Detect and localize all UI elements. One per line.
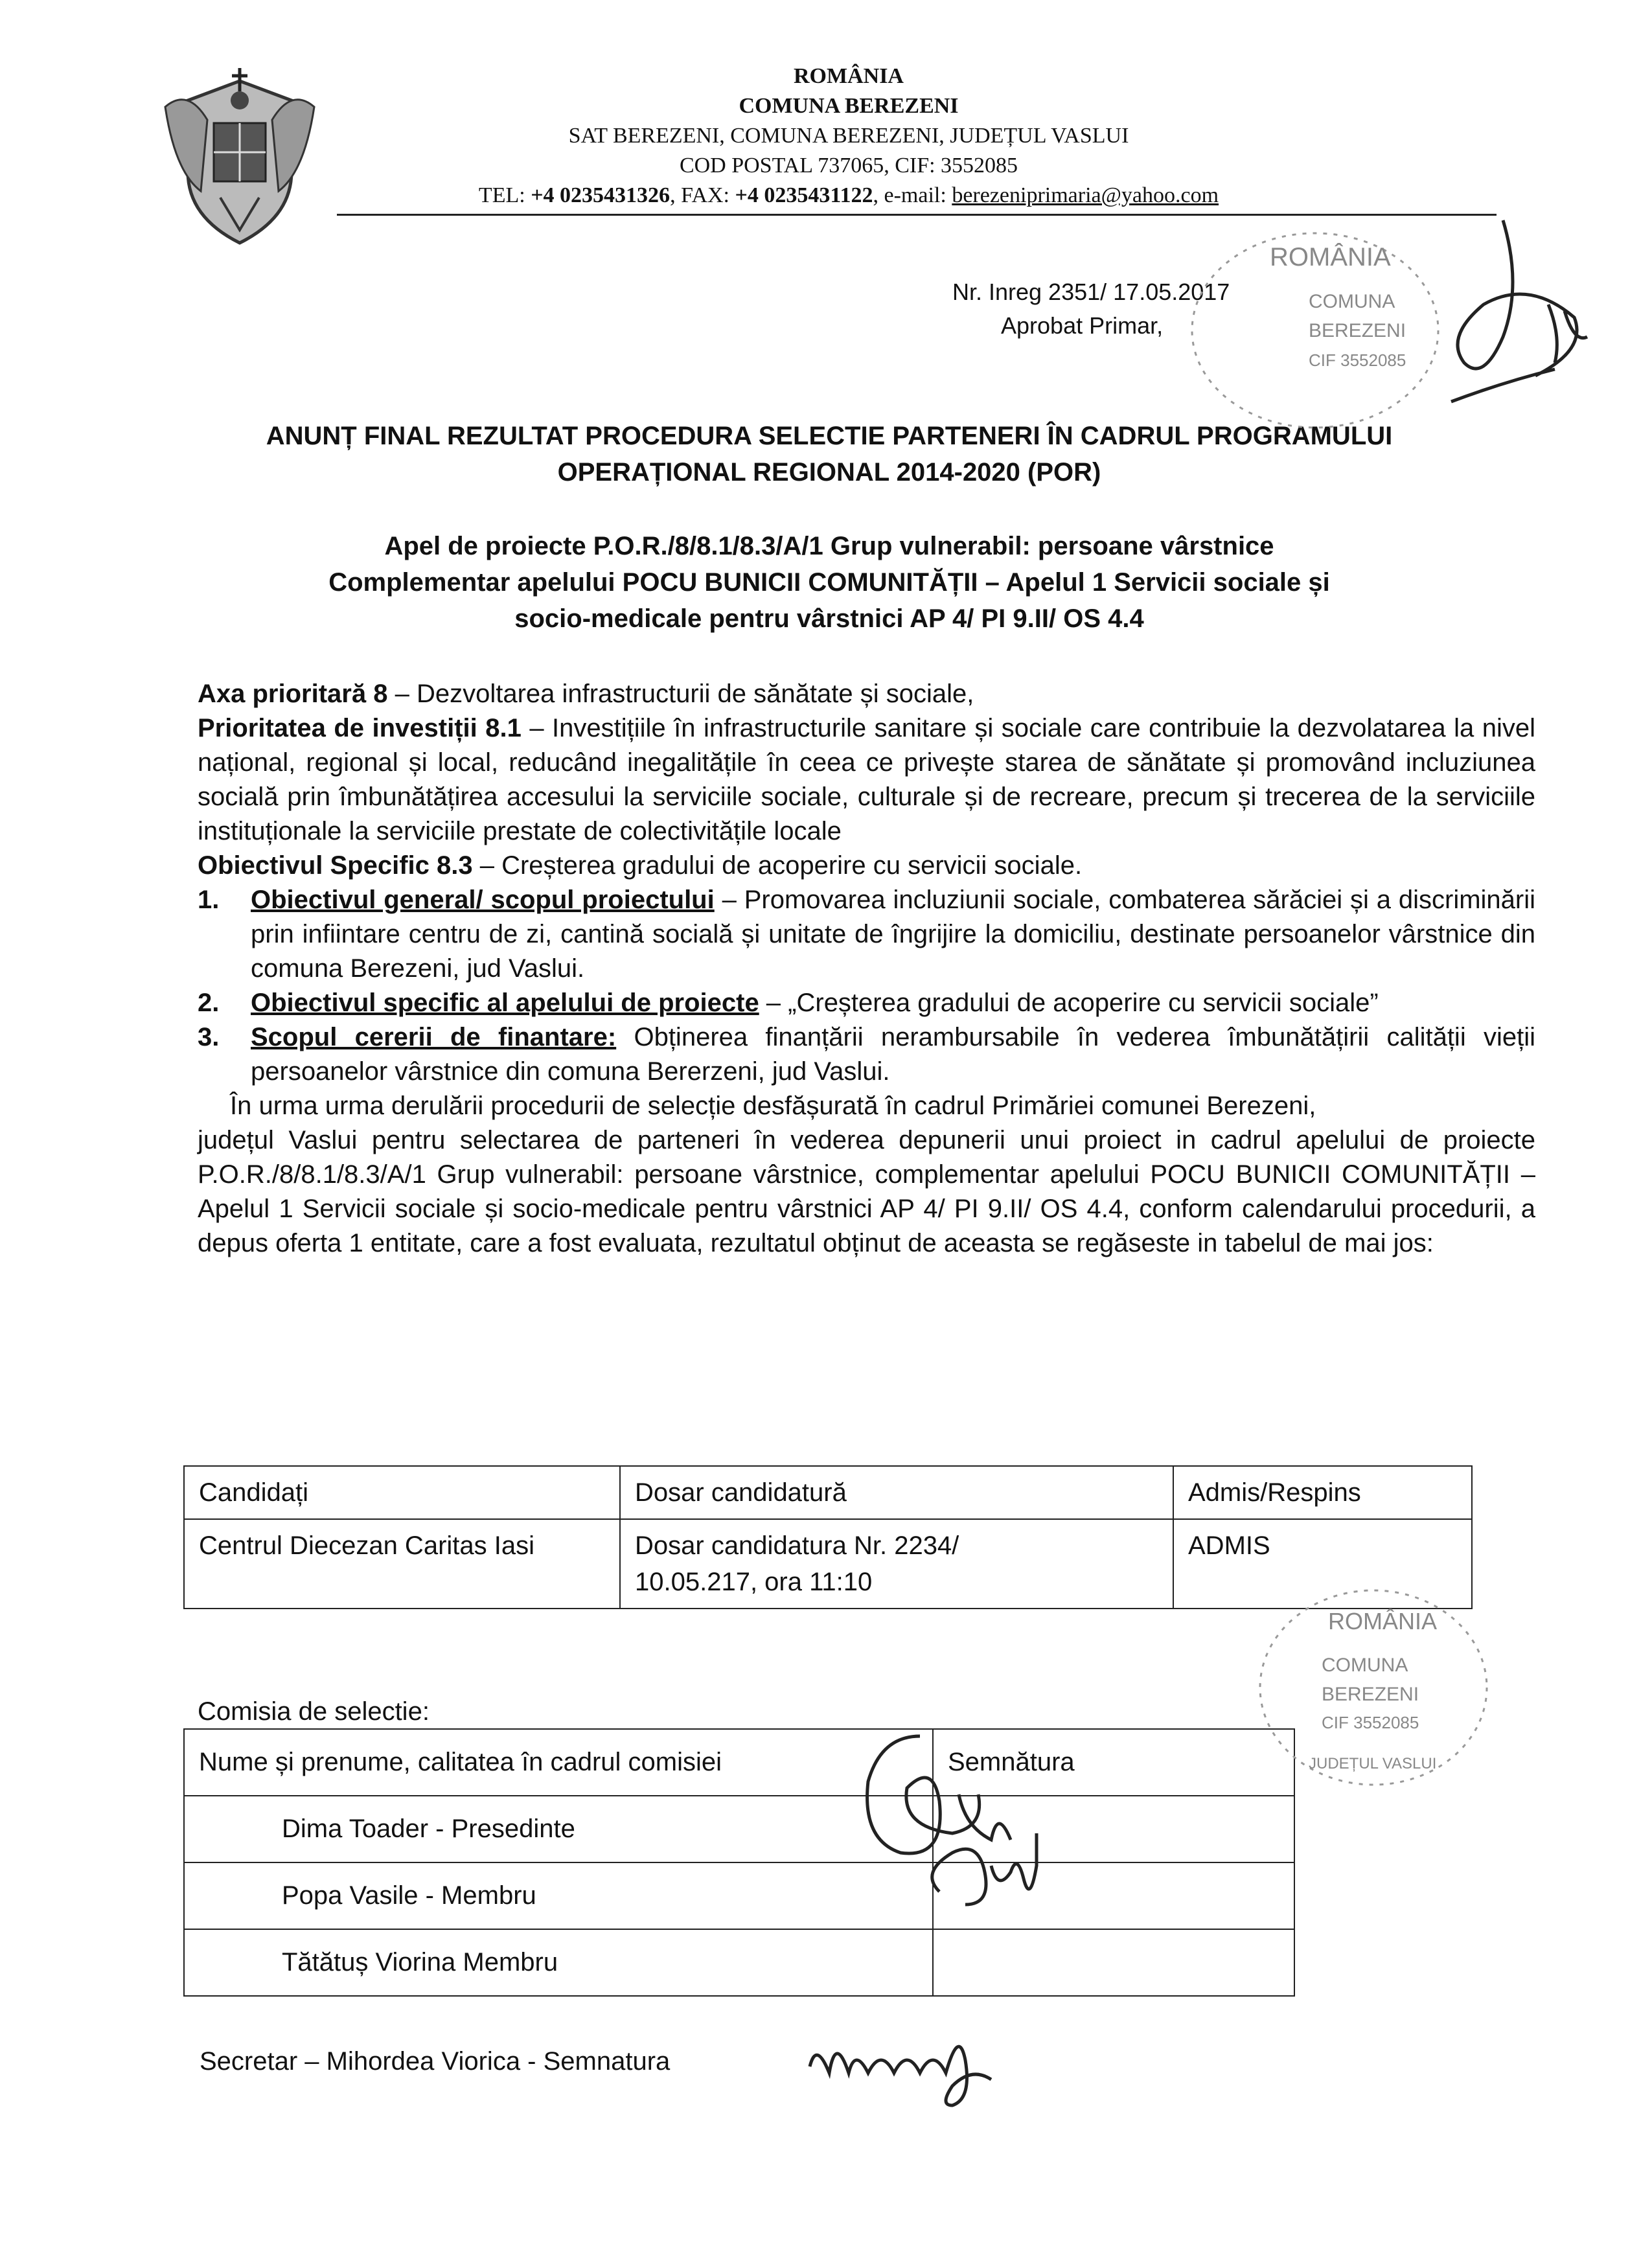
stamp-line-3: CIF 3552085	[1309, 350, 1406, 370]
stamp-top-text: ROMÂNIA	[1328, 1608, 1438, 1634]
subtitle-line-2: Complementar apelului POCU BUNICII COMUNITĂȚII – Apelul 1 Servicii sociale și	[328, 568, 1330, 597]
title-line-1: ANUNȚ FINAL REZULTAT PROCEDURA SELECTIE PARTENERI ÎN CADRUL PROGRAMULUI	[266, 422, 1393, 450]
header-name: Nume și prenume, calitatea în cadrul comisiei	[184, 1729, 933, 1796]
header-status: Admis/Respins	[1173, 1466, 1472, 1519]
table-row	[184, 1796, 1294, 1862]
email-label: , e-mail:	[873, 183, 952, 207]
signature-cell	[933, 1929, 1294, 1996]
list-item-text: Obținerea finanțării nerambursabile în vederea îmbunătățirii calității vieții persoanelor vârstnice din comuna Bererzeni, jud Vaslui.	[251, 1023, 1536, 1086]
mayor-signature	[1425, 207, 1620, 415]
procedure-paragraph-2: județul Vaslui pentru selectarea de parteneri în vederea depunerii unui proiect in cadrul apelului de proiecte P.O.R./8/8.1/8.3/A/1 Grup vulnerabil: persoane vârstnice, complementar apelului POCU BUNICII COMUNITĂȚII – Apelul 1 Servicii sociale și socio-medicale pentru vârstnici AP 4/ PI 9.II/ OS 4.4, conform calendarului procedurii, a depus oferta 1 entitate, care a fost evaluata, rezultatul obținut de aceasta se regăseste in tabelul de mai jos:	[198, 1126, 1535, 1257]
title-line-2: OPERAȚIONAL REGIONAL 2014-2020 (POR)	[557, 458, 1101, 487]
list-item	[198, 986, 1535, 1020]
commission-label: Comisia de selectie:	[198, 1697, 430, 1726]
header-divider	[337, 214, 1497, 216]
header-signature: Semnătura	[933, 1729, 1294, 1796]
secretary-line: Secretar – Mihordea Viorica - Semnatura	[200, 2047, 671, 2076]
letterhead	[363, 62, 1335, 211]
header-candidati: Candidați	[184, 1466, 620, 1519]
list-item-text: – Promovarea incluziunii sociale, combaterea sărăciei și a discriminării prin infiintare centru de zi, cantină socială și unitate de îngrijire la domiciliu, destinate persoanelor vârstnice din comuna Berezeni, jud Vaslui.	[251, 886, 1535, 983]
list-item-text: – „Creșterea gradului de acoperire cu servicii sociale”	[759, 989, 1379, 1017]
dosar-line-1: Dosar candidatura Nr. 2234/	[635, 1531, 959, 1560]
stamp-line-1: COMUNA	[1309, 291, 1395, 312]
list-item-heading: Obiectivul specific al apelului de proiecte	[251, 989, 759, 1017]
stamp-top-text: ROMÂNIA	[1270, 243, 1391, 271]
member-name: Popa Vasile - Membru	[184, 1862, 933, 1929]
obj-label: Obiectivul Specific 8.3	[198, 851, 473, 880]
axa-label: Axa prioritară 8	[198, 680, 388, 708]
list-item-number: 3.	[198, 1023, 220, 1051]
subtitle-line-3: socio-medicale pentru vârstnici AP 4/ PI 9.II/ OS 4.4	[514, 604, 1144, 633]
list-item	[198, 883, 1535, 986]
table-header-row	[184, 1466, 1472, 1519]
tel-label: TEL:	[478, 183, 531, 207]
header-dosar: Dosar candidatură	[620, 1466, 1173, 1519]
status-value: ADMIS	[1173, 1519, 1472, 1609]
prio-text: – Investițiile în infrastructurile sanitare și sociale care contribuie la dezvolatarea la nivel național, regional și local, reducând inegalitățile în ceea ce privește starea de sănătate și promovând incluziunea socială prin îmbunătățirea accesului la serviciile sociale, culturale și de recreare, precum și trecerea de la serviciile instituționale la serviciile prestate de colectivitățile locale	[198, 714, 1536, 845]
axa-paragraph	[198, 677, 1535, 711]
header-postal: COD POSTAL 737065, CIF: 3552085	[679, 154, 1018, 178]
member-name: Dima Toader - Presedinte	[184, 1796, 933, 1862]
table-row	[184, 1929, 1294, 1996]
list-item-number: 2.	[198, 989, 220, 1017]
stamp-bottom-text: JUDEȚUL VASLUI	[1309, 1755, 1437, 1772]
procedure-paragraph-1: În urma urma derulării procedurii de selecție desfășurată în cadrul Primăriei comunei Berezeni,	[230, 1092, 1316, 1120]
list-item-number: 1.	[198, 886, 220, 914]
document-body	[198, 677, 1535, 1261]
axa-text: – Dezvoltarea infrastructurii de sănătate și sociale,	[387, 680, 974, 708]
table-header-row	[184, 1729, 1294, 1796]
commission-signatures	[842, 1710, 1075, 1924]
obj-paragraph	[198, 849, 1535, 883]
header-address: SAT BEREZENI, COMUNA BEREZENI, JUDEȚUL VASLUI	[568, 124, 1129, 148]
stamp-line-2: BEREZENI	[1322, 1684, 1419, 1705]
fax-value: +4 0235431122	[735, 183, 873, 207]
stamp-line-1: COMUNA	[1322, 1655, 1408, 1676]
secretary-signature	[797, 2008, 1004, 2112]
fax-label: , FAX:	[670, 183, 735, 207]
member-name: Tătătuș Viorina Membru	[184, 1929, 933, 1996]
candidate-name: Centrul Diecezan Caritas Iasi	[184, 1519, 620, 1609]
stamp-line-2: BEREZENI	[1309, 320, 1406, 341]
subtitle-line-1: Apel de proiecte P.O.R./8/8.1/8.3/A/1 Grup vulnerabil: persoane vârstnice	[384, 532, 1274, 560]
document-subtitle	[162, 528, 1497, 637]
header-commune: COMUNA BEREZENI	[739, 94, 959, 118]
approved-by-mayor: Aprobat Primar,	[1001, 312, 1164, 339]
dosar-line-2: 10.05.217, ora 11:10	[635, 1568, 873, 1596]
obj-text: – Creșterea gradului de acoperire cu servicii sociale.	[472, 851, 1083, 880]
list-item-heading: Obiectivul general/ scopul proiectului	[251, 886, 715, 914]
coat-of-arms-logo	[162, 62, 317, 249]
list-item	[198, 1020, 1535, 1089]
official-stamp-top	[1179, 220, 1451, 441]
table-row	[184, 1862, 1294, 1929]
stamp-line-3: CIF 3552085	[1322, 1713, 1419, 1732]
header-country: ROMÂNIA	[794, 64, 904, 88]
registration-number: Nr. Inreg 2351/ 17.05.2017	[952, 279, 1230, 305]
tel-value: +4 0235431326	[531, 183, 671, 207]
prio-label: Prioritatea de investiții 8.1	[198, 714, 522, 742]
email-link[interactable]: berezeniprimaria@yahoo.com	[952, 183, 1219, 207]
list-item-heading: Scopul cererii de finantare:	[251, 1023, 617, 1051]
official-stamp-bottom	[1250, 1581, 1497, 1794]
header-contact	[363, 181, 1335, 211]
commission-table	[183, 1728, 1295, 1997]
prio-paragraph	[198, 711, 1535, 849]
dosar-cell	[620, 1519, 1173, 1609]
